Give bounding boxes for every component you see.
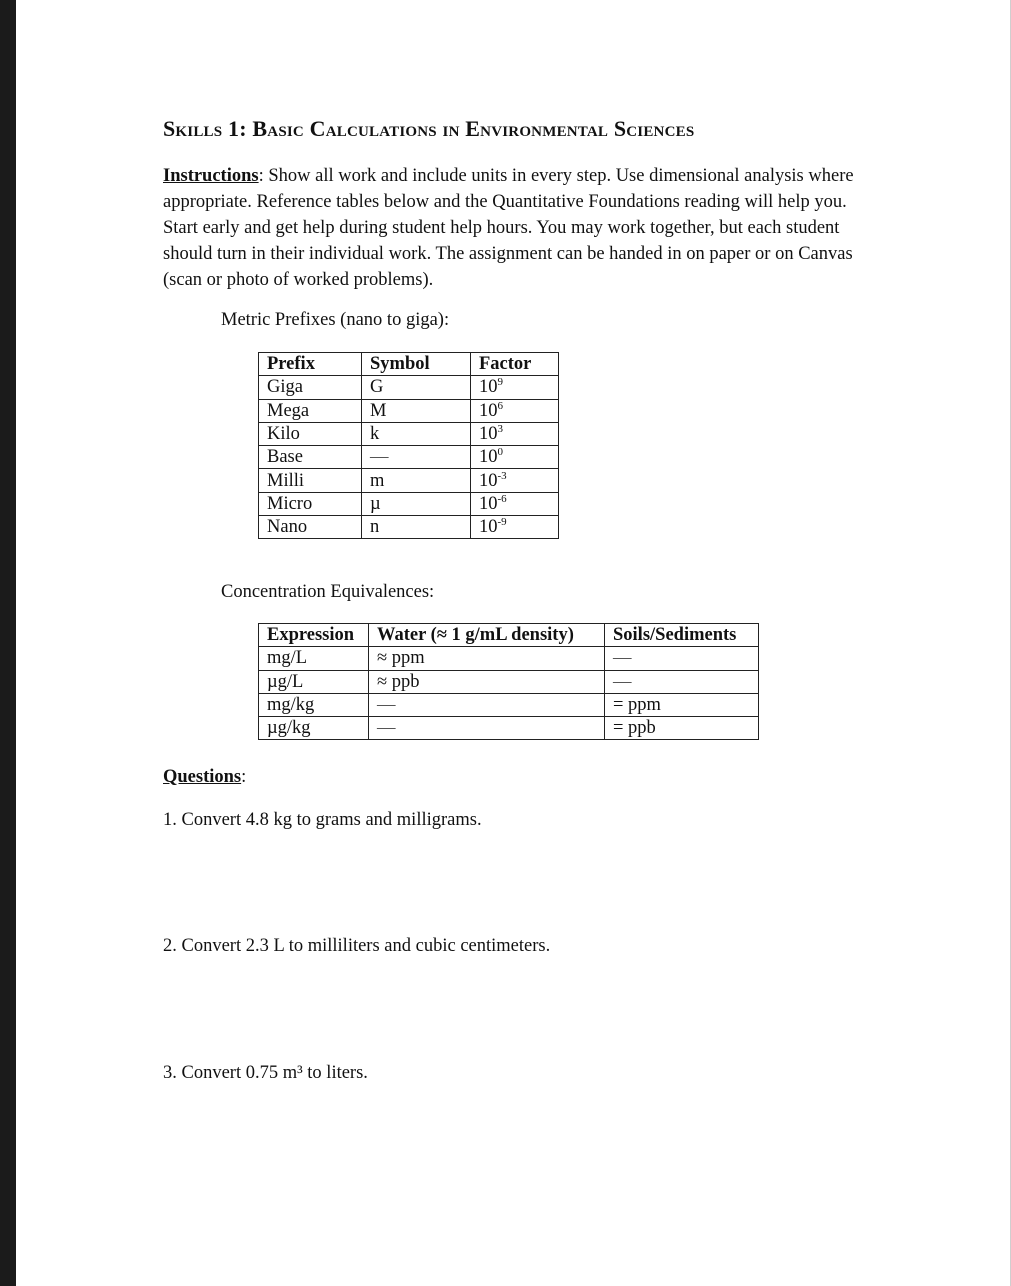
symbol-cell: —	[362, 446, 471, 469]
column-header: Factor	[471, 353, 559, 376]
symbol-cell: k	[362, 422, 471, 445]
water-cell: ≈ ppb	[369, 670, 605, 693]
column-header: Water (≈ 1 g/mL density)	[369, 624, 605, 647]
questions-heading: Questions:	[163, 767, 247, 787]
symbol-cell: n	[362, 516, 471, 539]
question-3: 3. Convert 0.75 m³ to liters.	[163, 1063, 368, 1083]
water-cell: ≈ ppm	[369, 647, 605, 670]
expression-cell: mg/L	[259, 647, 369, 670]
factor-cell: $10^{-9}$	[471, 516, 559, 539]
symbol-cell: G	[362, 376, 471, 399]
water-cell: —	[369, 717, 605, 740]
soils-cell: = ppb	[605, 717, 759, 740]
table-row	[259, 399, 559, 422]
document-title: Skills 1: Basic Calculations in Environmental Sciences	[163, 116, 695, 141]
table-row	[259, 670, 759, 693]
soils-cell: —	[605, 670, 759, 693]
prefix-table-caption: Metric Prefixes (nano to giga):	[221, 310, 450, 330]
table-row	[259, 422, 559, 445]
question-1: 1. Convert 4.8 kg to grams and milligrams.	[163, 810, 482, 830]
prefix-cell: Kilo	[259, 422, 362, 445]
table-row	[259, 693, 759, 716]
document-page	[163, 0, 883, 1286]
table-row	[259, 717, 759, 740]
column-header: Symbol	[362, 353, 471, 376]
expression-cell: mg/kg	[259, 693, 369, 716]
metric-prefix-table	[258, 352, 559, 539]
symbol-cell: µ	[362, 492, 471, 515]
factor-cell: $10^{-3}$	[471, 469, 559, 492]
factor-cell: $10^0$	[471, 446, 559, 469]
table-row	[259, 492, 559, 515]
expression-cell: µg/L	[259, 670, 369, 693]
instructions-paragraph	[163, 163, 868, 293]
column-header: Soils/Sediments	[605, 624, 759, 647]
prefix-cell: Giga	[259, 376, 362, 399]
symbol-cell: M	[362, 399, 471, 422]
water-cell: —	[369, 693, 605, 716]
factor-cell: $10^3$	[471, 422, 559, 445]
factor-cell: $10^{-6}$	[471, 492, 559, 515]
prefix-cell: Base	[259, 446, 362, 469]
prefix-cell: Mega	[259, 399, 362, 422]
table-row	[259, 647, 759, 670]
instructions-text: : Show all work and include units in every step. Use dimensional analysis where appropriate. Reference tables below and the Quantitative Foundations reading will help you. Start early and get help during student help hours. You may work together, but each student should turn in their individual work. The assignment can be handed in on paper or on Canvas (scan or photo of worked problems).	[163, 166, 854, 290]
expression-cell: µg/kg	[259, 717, 369, 740]
concentration-table-caption: Concentration Equivalences:	[221, 582, 435, 602]
factor-cell: $10^6$	[471, 399, 559, 422]
column-header: Prefix	[259, 353, 362, 376]
column-header: Expression	[259, 624, 369, 647]
soils-cell: = ppm	[605, 693, 759, 716]
prefix-cell: Micro	[259, 492, 362, 515]
questions-label: Questions	[163, 767, 242, 787]
table-row	[259, 469, 559, 492]
question-2: 2. Convert 2.3 L to milliliters and cubic centimeters.	[163, 936, 551, 956]
table-row	[259, 446, 559, 469]
instructions-label: Instructions	[163, 166, 259, 186]
soils-cell: —	[605, 647, 759, 670]
prefix-cell: Nano	[259, 516, 362, 539]
symbol-cell: m	[362, 469, 471, 492]
prefix-cell: Milli	[259, 469, 362, 492]
table-row	[259, 516, 559, 539]
left-edge-bar	[0, 0, 16, 1286]
table-header-row	[259, 624, 759, 647]
factor-cell: $10^9$	[471, 376, 559, 399]
table-header-row	[259, 353, 559, 376]
table-row	[259, 376, 559, 399]
concentration-equivalence-table	[258, 623, 759, 740]
